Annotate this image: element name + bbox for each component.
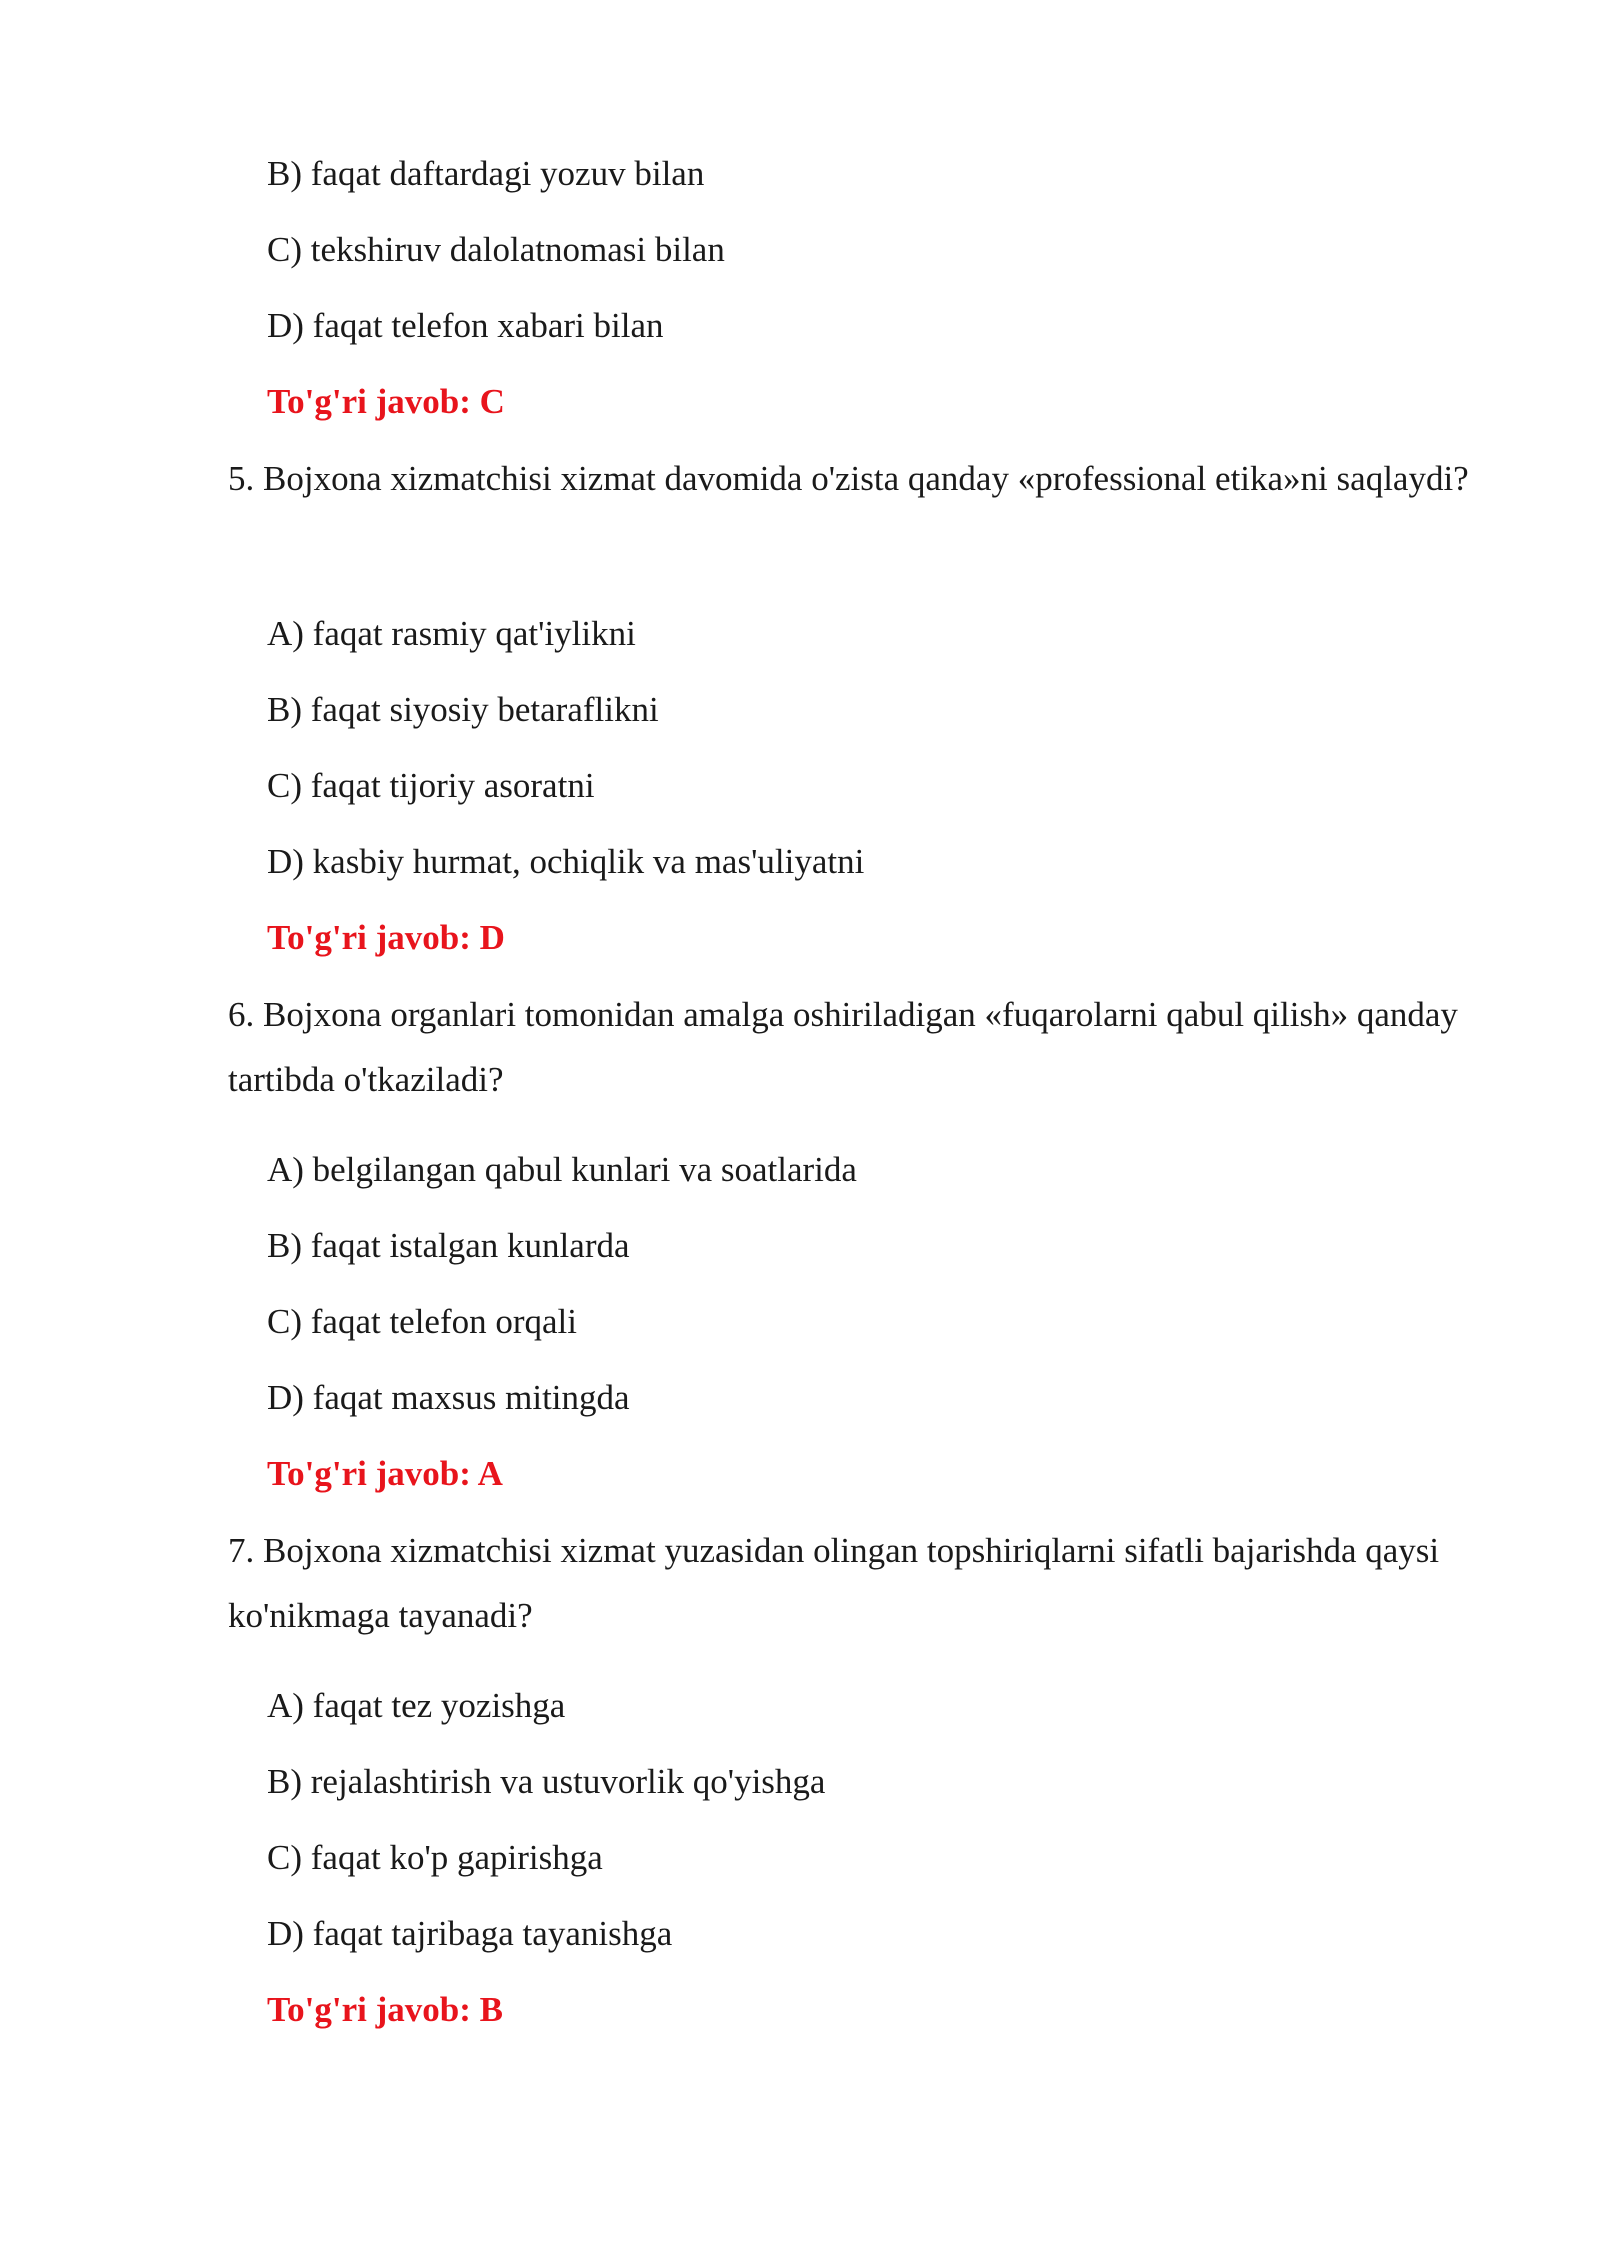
option-a-q5: A) faqat rasmiy qat'iylikni — [267, 614, 636, 653]
option-b-q6: B) faqat istalgan kunlarda — [267, 1226, 630, 1265]
option-d-q7: D) faqat tajribaga tayanishga — [267, 1914, 673, 1953]
option-d-prev: D) faqat telefon xabari bilan — [267, 306, 664, 345]
question-6: 6. Bojxona organlari tomonidan amalga oshiriladigan «fuqarolarni qabul qilish» qanday tartibda o'tkaziladi? — [228, 995, 1458, 1099]
option-b-q7: B) rejalashtirish va ustuvorlik qo'yishga — [267, 1762, 826, 1801]
option-b-prev: B) faqat daftardagi yozuv bilan — [267, 154, 705, 193]
correct-answer-q6: To'g'ri javob: A — [267, 1454, 503, 1493]
question-5: 5. Bojxona xizmatchisi xizmat davomida o'zista qanday «professional etika»ni saqlaydi? — [228, 459, 1469, 498]
option-d-q5: D) kasbiy hurmat, ochiqlik va mas'uliyatni — [267, 842, 865, 881]
question-7: 7. Bojxona xizmatchisi xizmat yuzasidan olingan topshiriqlarni sifatli bajarishda qaysi ko'nikmaga tayanadi? — [228, 1531, 1440, 1635]
correct-answer-q7: To'g'ri javob: B — [267, 1990, 503, 2029]
option-b-q5: B) faqat siyosiy betaraflikni — [267, 690, 659, 729]
option-a-q7: A) faqat tez yozishga — [267, 1686, 566, 1725]
option-c-prev: C) tekshiruv dalolatnomasi bilan — [267, 230, 725, 269]
option-d-q6: D) faqat maxsus mitingda — [267, 1378, 630, 1417]
option-a-q6: A) belgilangan qabul kunlari va soatlarida — [267, 1150, 857, 1189]
correct-answer-prev: To'g'ri javob: C — [267, 382, 505, 421]
option-c-q6: C) faqat telefon orqali — [267, 1302, 578, 1341]
option-c-q7: C) faqat ko'p gapirishga — [267, 1838, 603, 1877]
correct-answer-q5: To'g'ri javob: D — [267, 918, 505, 957]
option-c-q5: C) faqat tijoriy asoratni — [267, 766, 595, 805]
